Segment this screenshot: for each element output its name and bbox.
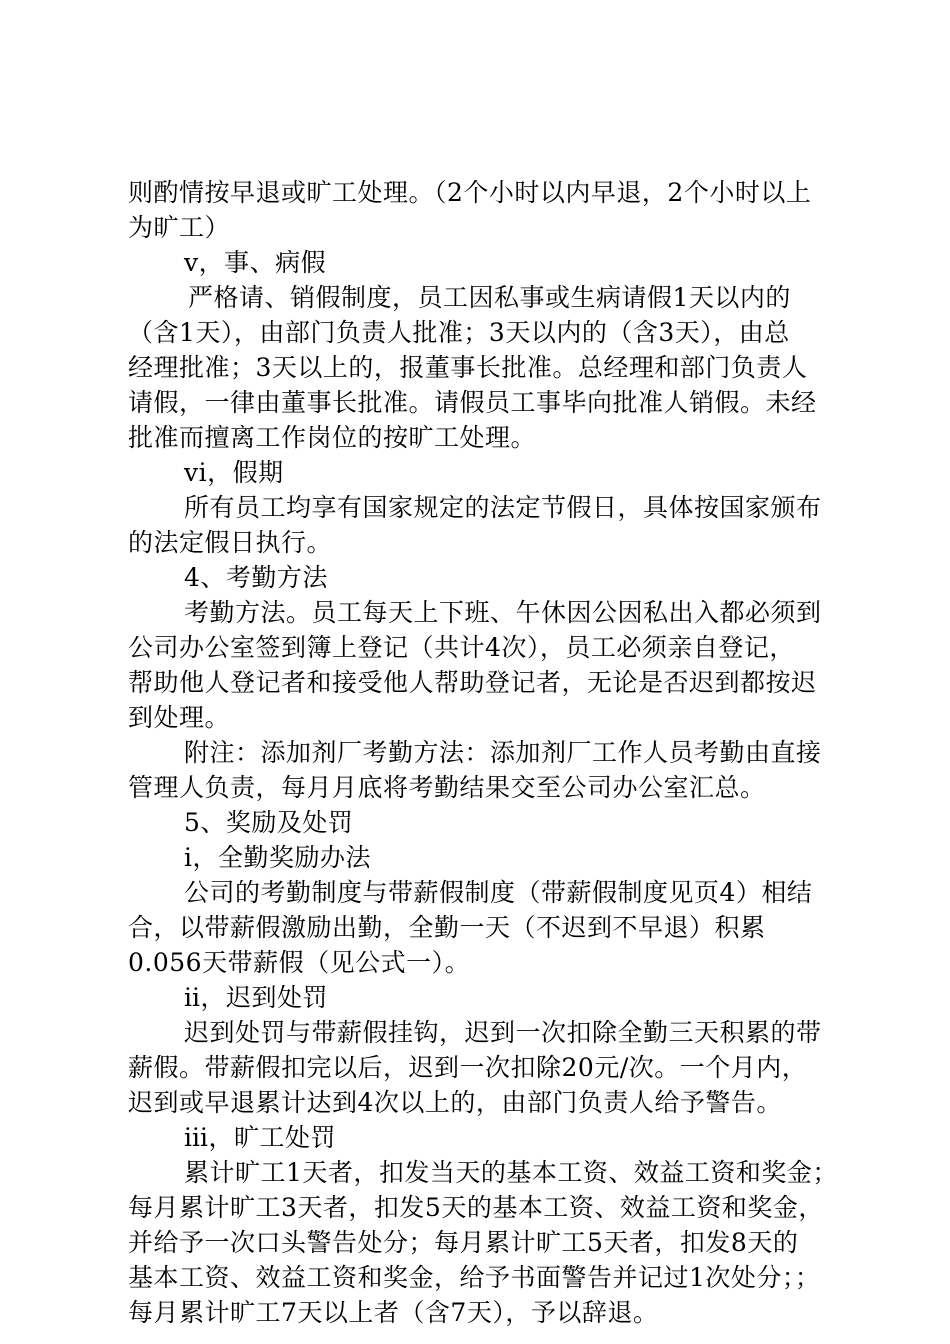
paragraph-line: 请假，一律由董事长批准。请假员工事毕向批准人销假。未经 [128,388,817,417]
paragraph-line: 到处理。 [128,703,231,732]
paragraph-line: 每月累计旷工7天以上者（含7天），予以辞退。 [128,1298,659,1327]
paragraph-line: 公司的考勤制度与带薪假制度（带薪假制度见页4）相结 [184,878,813,907]
paragraph-line: 为旷工） [128,213,231,242]
section-heading: ⅱ，迟到处罚 [184,983,328,1012]
paragraph-line: 的法定假日执行。 [128,528,333,557]
paragraph-line: 经理批准；3天以上的，报董事长批准。总经理和部门负责人 [128,353,808,382]
paragraph-line: 则酌情按早退或旷工处理。（2个小时以内早退，2个小时以上 [128,178,812,207]
section-heading: v，事、病假 [184,248,327,277]
paragraph-line: 严格请、销假制度，员工因私事或生病请假1天以内的 [188,283,791,312]
section-heading: 5、奖励及处罚 [184,808,354,837]
paragraph-line: 批准而擅离工作岗位的按旷工处理。 [128,423,537,452]
paragraph-line: 帮助他人登记者和接受他人帮助登记者，无论是否迟到都按迟 [128,668,817,697]
paragraph-line: 并给予一次口头警告处分；每月累计旷工5天者，扣发8天的 [128,1228,799,1257]
paragraph-line: 每月累计旷工3天者，扣发5天的基本工资、效益工资和奖金， [128,1193,824,1222]
paragraph-line: 合，以带薪假激励出勤，全勤一天（不迟到不早退）积累 [128,913,766,942]
section-heading: ⅰ，全勤奖励办法 [184,843,371,872]
paragraph-line: 基本工资、效益工资和奖金，给予书面警告并记过1次处分；； [128,1263,821,1292]
paragraph-line: 迟到处罚与带薪假挂钩，迟到一次扣除全勤三天积累的带 [184,1018,822,1047]
section-heading: vi，假期 [184,458,284,487]
document-body [128,175,838,1330]
section-heading: ⅲ，旷工处罚 [184,1123,336,1152]
paragraph-line: 0.056天带薪假（见公式一）。 [128,948,471,977]
section-heading: 4、考勤方法 [184,563,328,592]
paragraph-line: 附注：添加剂厂考勤方法：添加剂厂工作人员考勤由直接 [184,738,822,767]
paragraph-line: 所有员工均享有国家规定的法定节假日，具体按国家颁布 [184,493,822,522]
paragraph-line: 管理人负责，每月月底将考勤结果交至公司办公室汇总。 [128,773,766,802]
paragraph-line: 考勤方法。员工每天上下班、午休因公因私出入都必须到 [184,598,822,627]
paragraph-line: （含1天），由部门负责人批准；3天以内的（含3天），由总 [128,318,790,347]
paragraph-line: 公司办公室签到簿上登记（共计4次），员工必须亲自登记， [128,633,795,662]
paragraph-line: 迟到或早退累计达到4次以上的，由部门负责人给予警告。 [128,1088,782,1117]
paragraph-line: 薪假。带薪假扣完以后，迟到一次扣除20元/次。一个月内， [128,1053,808,1082]
paragraph-line: 累计旷工1天者，扣发当天的基本工资、效益工资和奖金； [184,1158,838,1187]
